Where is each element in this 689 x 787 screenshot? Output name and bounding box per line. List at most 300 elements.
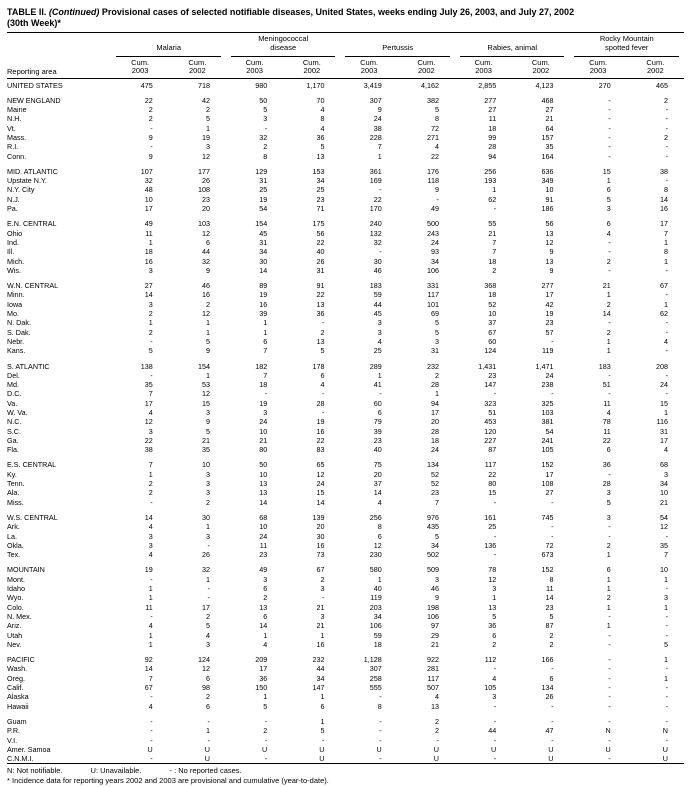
- value-cell: 32: [144, 176, 153, 186]
- group-label-malaria: Malaria: [156, 42, 181, 52]
- value-cell: 166: [541, 655, 554, 665]
- reporting-area-cell: NEW ENGLAND: [7, 95, 61, 105]
- value-cell: 40: [373, 445, 382, 455]
- value-cell: 18: [259, 380, 268, 390]
- footnote-incidence-note: * Incidence data for reporting years 2002 and 2003 are provisional and cumulative (year-to-date).: [7, 775, 329, 785]
- value-cell: 116: [656, 417, 668, 427]
- footnotes: [7, 766, 684, 785]
- value-cell: -: [665, 290, 668, 300]
- value-cell: 976: [426, 512, 439, 522]
- value-cell: 10: [660, 565, 668, 575]
- value-cell: 11: [546, 584, 554, 594]
- value-cell: 9: [148, 151, 153, 161]
- reporting-area-cell: Hawaii: [7, 701, 29, 711]
- value-cell: -: [665, 105, 668, 115]
- value-cell: 4: [320, 380, 325, 390]
- value-cell: 8: [434, 114, 439, 124]
- reporting-area-cell: Minn.: [7, 290, 25, 300]
- reporting-area-cell: Wyo.: [7, 593, 24, 603]
- value-cell: 89: [259, 281, 268, 291]
- reporting-area-cell: Ariz.: [7, 621, 22, 631]
- value-cell: 153: [312, 166, 325, 176]
- value-cell: -: [551, 664, 554, 674]
- value-cell: 3: [205, 479, 210, 489]
- value-cell: 38: [144, 445, 153, 455]
- table-row: [7, 389, 684, 398]
- reporting-area-cell: Ark.: [7, 522, 20, 532]
- value-cell: 6: [606, 445, 611, 455]
- value-cell: 7: [492, 237, 497, 247]
- value-cell: -: [551, 389, 554, 399]
- value-cell: 203: [369, 602, 382, 612]
- value-cell: 80: [488, 479, 497, 489]
- value-cell: 134: [426, 460, 439, 470]
- table-row: [7, 674, 684, 683]
- value-cell: 4: [148, 522, 153, 532]
- value-cell: 117: [427, 290, 439, 300]
- value-cell: 1: [148, 318, 153, 328]
- value-cell: 67: [488, 327, 497, 337]
- reporting-area-cell: MID. ATLANTIC: [7, 166, 58, 176]
- table-row: [7, 417, 684, 426]
- value-cell: 70: [316, 95, 325, 105]
- value-cell: U: [491, 744, 497, 754]
- reporting-area-cell: Okla.: [7, 540, 24, 550]
- value-cell: 72: [545, 540, 554, 550]
- value-cell: 3: [492, 584, 497, 594]
- value-cell: 3: [148, 540, 153, 550]
- value-cell: 175: [312, 219, 325, 229]
- value-cell: 21: [316, 621, 325, 631]
- value-cell: 49: [144, 219, 153, 229]
- table-row: [7, 621, 684, 630]
- table-row: [7, 754, 684, 764]
- value-cell: -: [493, 389, 497, 399]
- value-cell: N: [662, 726, 668, 736]
- value-cell: 14: [259, 621, 268, 631]
- value-cell: 1: [148, 237, 153, 247]
- value-cell: 1,128: [363, 655, 382, 665]
- reporting-area-header: [7, 33, 111, 79]
- value-cell: 15: [660, 398, 668, 408]
- value-cell: 34: [373, 611, 382, 621]
- value-cell: -: [608, 123, 611, 133]
- table-row: [7, 328, 684, 337]
- value-cell: 120: [484, 426, 497, 436]
- value-cell: 3: [148, 531, 153, 541]
- reporting-area-cell: Vt.: [7, 123, 16, 133]
- value-cell: -: [150, 735, 153, 745]
- value-cell: 22: [316, 237, 325, 247]
- value-cell: 52: [430, 479, 439, 489]
- value-cell: 2: [148, 488, 153, 498]
- value-cell: 108: [197, 185, 210, 195]
- value-cell: -: [608, 389, 611, 399]
- value-cell: 4: [320, 123, 325, 133]
- value-cell: 80: [259, 445, 268, 455]
- reporting-area-cell: La.: [7, 531, 17, 541]
- value-cell: 103: [541, 408, 554, 417]
- value-cell: -: [665, 692, 668, 702]
- value-cell: -: [608, 247, 611, 257]
- table-row: [7, 575, 684, 584]
- value-cell: 21: [430, 639, 439, 649]
- value-cell: -: [665, 114, 668, 124]
- value-cell: 1: [205, 522, 210, 532]
- value-cell: 16: [316, 540, 325, 550]
- value-cell: 10: [201, 460, 210, 470]
- value-cell: 161: [484, 512, 497, 522]
- value-cell: -: [665, 389, 668, 399]
- value-cell: 6: [320, 701, 325, 711]
- value-cell: 13: [316, 151, 325, 161]
- table-title-text: Provisional cases of selected notifiable diseases, United States, weeks ending July 26, 2003, and July 27, 2002: [101, 7, 575, 17]
- value-cell: 6: [205, 673, 210, 683]
- table-row: [7, 702, 684, 711]
- value-cell: 3: [205, 488, 210, 498]
- value-cell: 21: [602, 281, 611, 291]
- value-cell: 6: [377, 531, 382, 541]
- value-cell: -: [379, 389, 382, 399]
- value-cell: 19: [201, 132, 210, 142]
- value-cell: 21: [545, 114, 554, 124]
- value-cell: U: [433, 754, 439, 764]
- value-cell: 1: [664, 256, 668, 266]
- value-cell: -: [608, 318, 611, 328]
- table-row: [7, 318, 684, 327]
- value-cell: 38: [660, 166, 668, 176]
- column-header-cum-2002: Cum. 2002: [169, 57, 226, 79]
- value-cell: 73: [316, 550, 325, 560]
- table-row: [7, 152, 684, 161]
- value-cell: 18: [144, 247, 153, 257]
- value-cell: 50: [259, 460, 268, 470]
- value-cell: 3: [664, 469, 668, 479]
- value-cell: 2: [263, 593, 268, 603]
- table-row: [7, 337, 684, 346]
- column-group-pertussis: [340, 33, 455, 57]
- value-cell: 17: [201, 602, 210, 612]
- value-cell: 12: [201, 664, 210, 674]
- reporting-area-cell: Ind.: [7, 237, 19, 247]
- value-cell: 53: [201, 380, 210, 390]
- value-cell: 28: [316, 398, 325, 408]
- value-cell: U: [376, 744, 382, 754]
- value-cell: 673: [541, 550, 554, 560]
- table-row: [7, 362, 684, 371]
- value-cell: -: [608, 370, 611, 380]
- value-cell: 94: [430, 398, 439, 408]
- table-row: [7, 736, 684, 745]
- value-cell: 22: [144, 435, 153, 445]
- value-cell: 150: [255, 683, 268, 693]
- value-cell: -: [551, 531, 554, 541]
- value-cell: 105: [484, 683, 497, 693]
- table-row: [7, 346, 684, 355]
- value-cell: 1: [148, 469, 153, 479]
- value-cell: -: [379, 726, 382, 736]
- value-cell: -: [322, 389, 325, 399]
- value-cell: 44: [201, 247, 210, 257]
- value-cell: 75: [373, 460, 382, 470]
- value-cell: 3: [148, 265, 153, 275]
- value-cell: -: [608, 683, 611, 693]
- value-cell: 41: [373, 380, 382, 390]
- reporting-area-cell: P.R.: [7, 726, 21, 736]
- value-cell: 2: [606, 327, 611, 337]
- value-cell: -: [608, 95, 611, 105]
- value-cell: 1: [148, 630, 153, 640]
- value-cell: 16: [259, 299, 268, 309]
- value-cell: 106: [369, 621, 382, 631]
- value-cell: 23: [201, 194, 210, 204]
- value-cell: U: [147, 744, 153, 754]
- reporting-area-cell: Wash.: [7, 664, 28, 674]
- value-cell: 289: [369, 361, 382, 371]
- value-cell: -: [150, 692, 153, 702]
- value-cell: 230: [369, 550, 382, 560]
- table-row: [7, 612, 684, 621]
- value-cell: -: [150, 497, 153, 507]
- value-cell: 25: [373, 346, 382, 356]
- value-cell: 14: [545, 593, 554, 603]
- value-cell: 2: [320, 574, 325, 584]
- value-cell: 1: [606, 336, 611, 346]
- value-cell: 6: [320, 370, 325, 380]
- reporting-area-cell: N. Mex.: [7, 611, 32, 621]
- value-cell: -: [665, 176, 668, 186]
- value-cell: 19: [545, 309, 554, 319]
- continued-label: (Continued): [48, 7, 100, 17]
- value-cell: 2: [434, 716, 439, 726]
- value-cell: 132: [369, 228, 382, 238]
- value-cell: 14: [602, 309, 611, 319]
- reporting-area-cell: R.I.: [7, 142, 19, 152]
- column-group-malaria: [111, 33, 226, 57]
- value-cell: 46: [373, 265, 382, 275]
- reporting-area-cell: Utah: [7, 630, 23, 640]
- value-cell: 13: [259, 602, 268, 612]
- reporting-area-cell: E.S. CENTRAL: [7, 460, 57, 470]
- value-cell: 27: [545, 488, 554, 498]
- reporting-area-cell: Mich.: [7, 256, 25, 266]
- value-cell: 502: [426, 550, 439, 560]
- value-cell: 21: [259, 435, 268, 445]
- value-cell: 28: [488, 142, 497, 152]
- value-cell: -: [608, 265, 611, 275]
- value-cell: -: [608, 611, 611, 621]
- value-cell: 2: [148, 105, 153, 115]
- value-cell: -: [379, 692, 382, 702]
- reporting-area-cell: Del.: [7, 370, 20, 380]
- value-cell: 16: [316, 639, 325, 649]
- value-cell: 103: [197, 219, 210, 229]
- reporting-area-cell: N.C.: [7, 417, 22, 427]
- value-cell: 183: [598, 361, 611, 371]
- value-cell: -: [207, 735, 210, 745]
- value-cell: 1: [377, 574, 382, 584]
- value-cell: 14: [259, 265, 268, 275]
- value-cell: 11: [259, 540, 268, 550]
- value-cell: 382: [426, 95, 439, 105]
- value-cell: 28: [430, 426, 439, 436]
- value-cell: 99: [488, 132, 497, 142]
- value-cell: -: [207, 716, 210, 726]
- reporting-area-cell: Conn.: [7, 151, 27, 161]
- value-cell: 281: [426, 664, 439, 674]
- reporting-area-cell: Tex.: [7, 550, 21, 560]
- value-cell: 22: [488, 469, 497, 479]
- value-cell: 117: [427, 673, 439, 683]
- value-cell: 7: [664, 550, 668, 560]
- value-cell: 23: [373, 435, 382, 445]
- value-cell: 21: [201, 435, 210, 445]
- value-cell: 2: [205, 692, 210, 702]
- value-cell: 7: [148, 389, 153, 399]
- value-cell: 9: [205, 417, 210, 427]
- value-cell: 78: [602, 417, 611, 427]
- value-cell: 7: [148, 673, 153, 683]
- value-cell: -: [150, 754, 153, 764]
- reporting-area-cell: Maine: [7, 105, 27, 115]
- value-cell: 119: [370, 593, 382, 603]
- value-cell: 20: [201, 204, 210, 214]
- value-cell: 3: [205, 408, 210, 417]
- value-cell: 31: [430, 346, 439, 356]
- table-row: [7, 488, 684, 497]
- table-row: [7, 717, 684, 726]
- value-cell: 5: [263, 701, 268, 711]
- value-cell: 9: [148, 132, 153, 142]
- value-cell: 3: [434, 336, 439, 346]
- value-cell: -: [551, 716, 554, 726]
- value-cell: 15: [488, 488, 497, 498]
- value-cell: 13: [316, 299, 325, 309]
- value-cell: -: [150, 123, 153, 133]
- value-cell: 44: [373, 299, 382, 309]
- value-cell: -: [379, 247, 382, 257]
- reporting-area-cell: N.H.: [7, 114, 22, 124]
- value-cell: -: [608, 735, 611, 745]
- value-cell: 1: [148, 593, 153, 603]
- table-row: [7, 142, 684, 151]
- value-cell: 9: [205, 265, 210, 275]
- value-cell: 10: [259, 426, 268, 436]
- value-cell: 4: [664, 336, 668, 346]
- value-cell: 636: [541, 166, 554, 176]
- value-cell: 1: [205, 726, 210, 736]
- value-cell: -: [665, 346, 668, 356]
- reporting-area-cell: S. Dak.: [7, 327, 31, 337]
- value-cell: U: [319, 754, 325, 764]
- reporting-area-cell: Alaska: [7, 692, 29, 702]
- value-cell: 8: [320, 114, 325, 124]
- value-cell: 11: [603, 426, 611, 436]
- reporting-area-cell: Va.: [7, 398, 18, 408]
- value-cell: -: [608, 692, 611, 702]
- value-cell: 112: [484, 655, 497, 665]
- value-cell: 243: [426, 228, 439, 238]
- value-cell: -: [608, 655, 611, 665]
- group-label-rabies: Rabies, animal: [487, 42, 538, 52]
- value-cell: 23: [545, 602, 554, 612]
- value-cell: -: [665, 621, 668, 631]
- value-cell: 238: [541, 380, 554, 390]
- value-cell: -: [665, 683, 668, 693]
- value-cell: 34: [430, 540, 439, 550]
- table-row: [7, 445, 684, 454]
- value-cell: 6: [205, 701, 210, 711]
- value-cell: 32: [201, 256, 210, 266]
- value-cell: 30: [259, 256, 268, 266]
- value-cell: 22: [144, 95, 153, 105]
- value-cell: 152: [541, 460, 554, 470]
- table-row: [7, 640, 684, 649]
- value-cell: 71: [316, 204, 325, 214]
- value-cell: 361: [369, 166, 382, 176]
- value-cell: 6: [606, 565, 611, 575]
- value-cell: 2: [320, 327, 325, 337]
- value-cell: -: [608, 639, 611, 649]
- value-cell: 94: [488, 151, 497, 161]
- reporting-area-label: Reporting area: [7, 66, 57, 76]
- table-row: [7, 532, 684, 541]
- value-cell: 1,170: [306, 80, 325, 90]
- value-cell: 91: [316, 281, 325, 291]
- value-cell: 2: [434, 370, 439, 380]
- value-cell: -: [379, 185, 382, 195]
- reporting-area-cell: Ohio: [7, 228, 23, 238]
- value-cell: 465: [656, 80, 668, 90]
- value-cell: 1: [377, 370, 382, 380]
- value-cell: 25: [488, 522, 497, 532]
- value-cell: 2: [263, 726, 268, 736]
- value-cell: 21: [316, 602, 325, 612]
- value-cell: 323: [484, 398, 497, 408]
- value-cell: -: [608, 673, 611, 683]
- value-cell: 24: [316, 479, 325, 489]
- value-cell: 241: [541, 435, 554, 445]
- value-cell: 38: [373, 123, 382, 133]
- value-cell: -: [608, 531, 611, 541]
- value-cell: -: [665, 701, 668, 711]
- column-header-cum-2003: Cum. 2003: [455, 57, 512, 79]
- value-cell: 7: [377, 142, 382, 152]
- value-cell: -: [608, 132, 611, 142]
- value-cell: -: [493, 204, 497, 214]
- value-cell: 2: [606, 256, 611, 266]
- value-cell: 87: [488, 445, 497, 455]
- value-cell: -: [608, 701, 611, 711]
- value-cell: 37: [488, 318, 497, 328]
- value-cell: 6: [377, 408, 382, 417]
- value-cell: 54: [545, 426, 554, 436]
- value-cell: 8: [664, 185, 668, 195]
- value-cell: 13: [488, 602, 497, 612]
- value-cell: 5: [434, 105, 439, 115]
- table-row: [7, 219, 684, 228]
- value-cell: 4: [148, 550, 153, 560]
- value-cell: U: [548, 754, 554, 764]
- value-cell: 27: [488, 105, 497, 115]
- value-cell: 1: [492, 185, 497, 195]
- column-group-rabies-animal: [455, 33, 570, 57]
- value-cell: -: [665, 611, 668, 621]
- value-cell: 2: [263, 142, 268, 152]
- value-cell: 1: [664, 237, 668, 247]
- value-cell: 6: [263, 584, 268, 594]
- value-cell: 1: [205, 574, 210, 584]
